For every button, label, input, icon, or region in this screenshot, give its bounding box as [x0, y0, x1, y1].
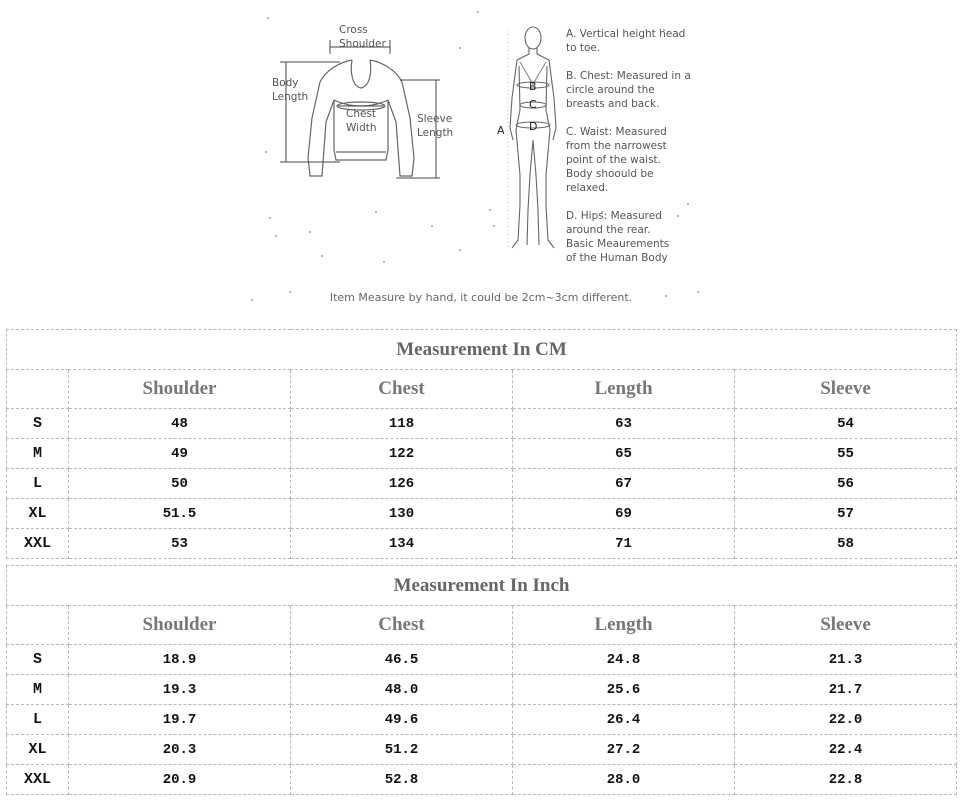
sleeve-cell: 57	[735, 499, 957, 529]
sleeve-length-label: Sleeve Length	[417, 113, 454, 139]
header-sleeve: Sleeve	[735, 606, 957, 645]
length-cell: 24.8	[513, 645, 735, 675]
body-letter-d: D	[529, 120, 538, 133]
table-row	[7, 645, 957, 675]
header-sleeve: Sleeve	[735, 370, 957, 409]
table-row	[7, 765, 957, 795]
chest-cell: 49.6	[291, 705, 513, 735]
table-row	[7, 439, 957, 469]
table-row	[7, 735, 957, 765]
size-cell: M	[7, 675, 69, 705]
table-row	[7, 705, 957, 735]
body-letter-c: C	[529, 98, 537, 111]
table-row	[7, 469, 957, 499]
sleeve-cell: 21.7	[735, 675, 957, 705]
header-shoulder: Shoulder	[69, 370, 291, 409]
sleeve-cell: 55	[735, 439, 957, 469]
header-length: Length	[513, 370, 735, 409]
garment-and-body-illustration	[0, 0, 962, 320]
shoulder-cell: 51.5	[69, 499, 291, 529]
chest-cell: 134	[291, 529, 513, 559]
shoulder-cell: 50	[69, 469, 291, 499]
size-cell: S	[7, 409, 69, 439]
size-cell: L	[7, 705, 69, 735]
measurement-note: Item Measure by hand, it could be 2cm~3cm different.	[329, 291, 633, 304]
chest-cell: 46.5	[291, 645, 513, 675]
length-cell: 71	[513, 529, 735, 559]
table-row	[7, 409, 957, 439]
length-cell: 63	[513, 409, 735, 439]
chest-width-label: Chest Width	[346, 108, 377, 134]
inch-header-row	[7, 606, 957, 645]
length-cell: 27.2	[513, 735, 735, 765]
sleeve-cell: 22.0	[735, 705, 957, 735]
definition-hips: D. Hips: Measured around the rear. Basic Meaurements of the Human Body	[566, 210, 670, 264]
chest-cell: 52.8	[291, 765, 513, 795]
cm-header-row	[7, 370, 957, 409]
size-cell: L	[7, 469, 69, 499]
header-length: Length	[513, 606, 735, 645]
chest-cell: 51.2	[291, 735, 513, 765]
definition-chest: B. Chest: Measured in a circle around the breasts and back.	[566, 70, 691, 110]
length-cell: 69	[513, 499, 735, 529]
shoulder-cell: 48	[69, 409, 291, 439]
sleeve-cell: 21.3	[735, 645, 957, 675]
table-row	[7, 675, 957, 705]
length-cell: 65	[513, 439, 735, 469]
shoulder-cell: 18.9	[69, 645, 291, 675]
cross-shoulder-label: Cross Shoulder	[339, 24, 386, 50]
chest-cell: 118	[291, 409, 513, 439]
body-letter-a: A	[497, 124, 505, 137]
shoulder-cell: 19.7	[69, 705, 291, 735]
length-cell: 28.0	[513, 765, 735, 795]
size-cell: XL	[7, 499, 69, 529]
sleeve-cell: 56	[735, 469, 957, 499]
inch-size-table	[6, 565, 957, 795]
chest-cell: 122	[291, 439, 513, 469]
header-cell	[7, 606, 69, 645]
shoulder-cell: 49	[69, 439, 291, 469]
definition-height: A. Vertical height head to toe.	[566, 28, 686, 54]
sleeve-cell: 58	[735, 529, 957, 559]
human-body-drawing	[510, 27, 556, 248]
size-cell: XXL	[7, 529, 69, 559]
shoulder-cell: 19.3	[69, 675, 291, 705]
chest-cell: 48.0	[291, 675, 513, 705]
header-chest: Chest	[291, 370, 513, 409]
inch-table-title: Measurement In Inch	[7, 566, 957, 606]
length-cell: 25.6	[513, 675, 735, 705]
cm-table-title: Measurement In CM	[7, 330, 957, 370]
definition-waist: C. Waist: Measured from the narrowest point of the waist. Body shoould be relaxed.	[566, 126, 667, 194]
table-row	[7, 499, 957, 529]
chest-cell: 130	[291, 499, 513, 529]
body-length-label: Body Length	[272, 77, 309, 103]
table-row	[7, 529, 957, 559]
header-cell	[7, 370, 69, 409]
sleeve-cell: 54	[735, 409, 957, 439]
size-cell: S	[7, 645, 69, 675]
shoulder-cell: 20.3	[69, 735, 291, 765]
size-cell: XXL	[7, 765, 69, 795]
chest-cell: 126	[291, 469, 513, 499]
shoulder-cell: 20.9	[69, 765, 291, 795]
size-cell: M	[7, 439, 69, 469]
length-cell: 26.4	[513, 705, 735, 735]
sleeve-cell: 22.4	[735, 735, 957, 765]
shoulder-cell: 53	[69, 529, 291, 559]
cm-size-table	[6, 329, 957, 559]
body-letter-b: B	[529, 80, 537, 93]
header-chest: Chest	[291, 606, 513, 645]
header-shoulder: Shoulder	[69, 606, 291, 645]
sleeve-cell: 22.8	[735, 765, 957, 795]
size-cell: XL	[7, 735, 69, 765]
measurement-diagram	[0, 0, 962, 320]
length-cell: 67	[513, 469, 735, 499]
